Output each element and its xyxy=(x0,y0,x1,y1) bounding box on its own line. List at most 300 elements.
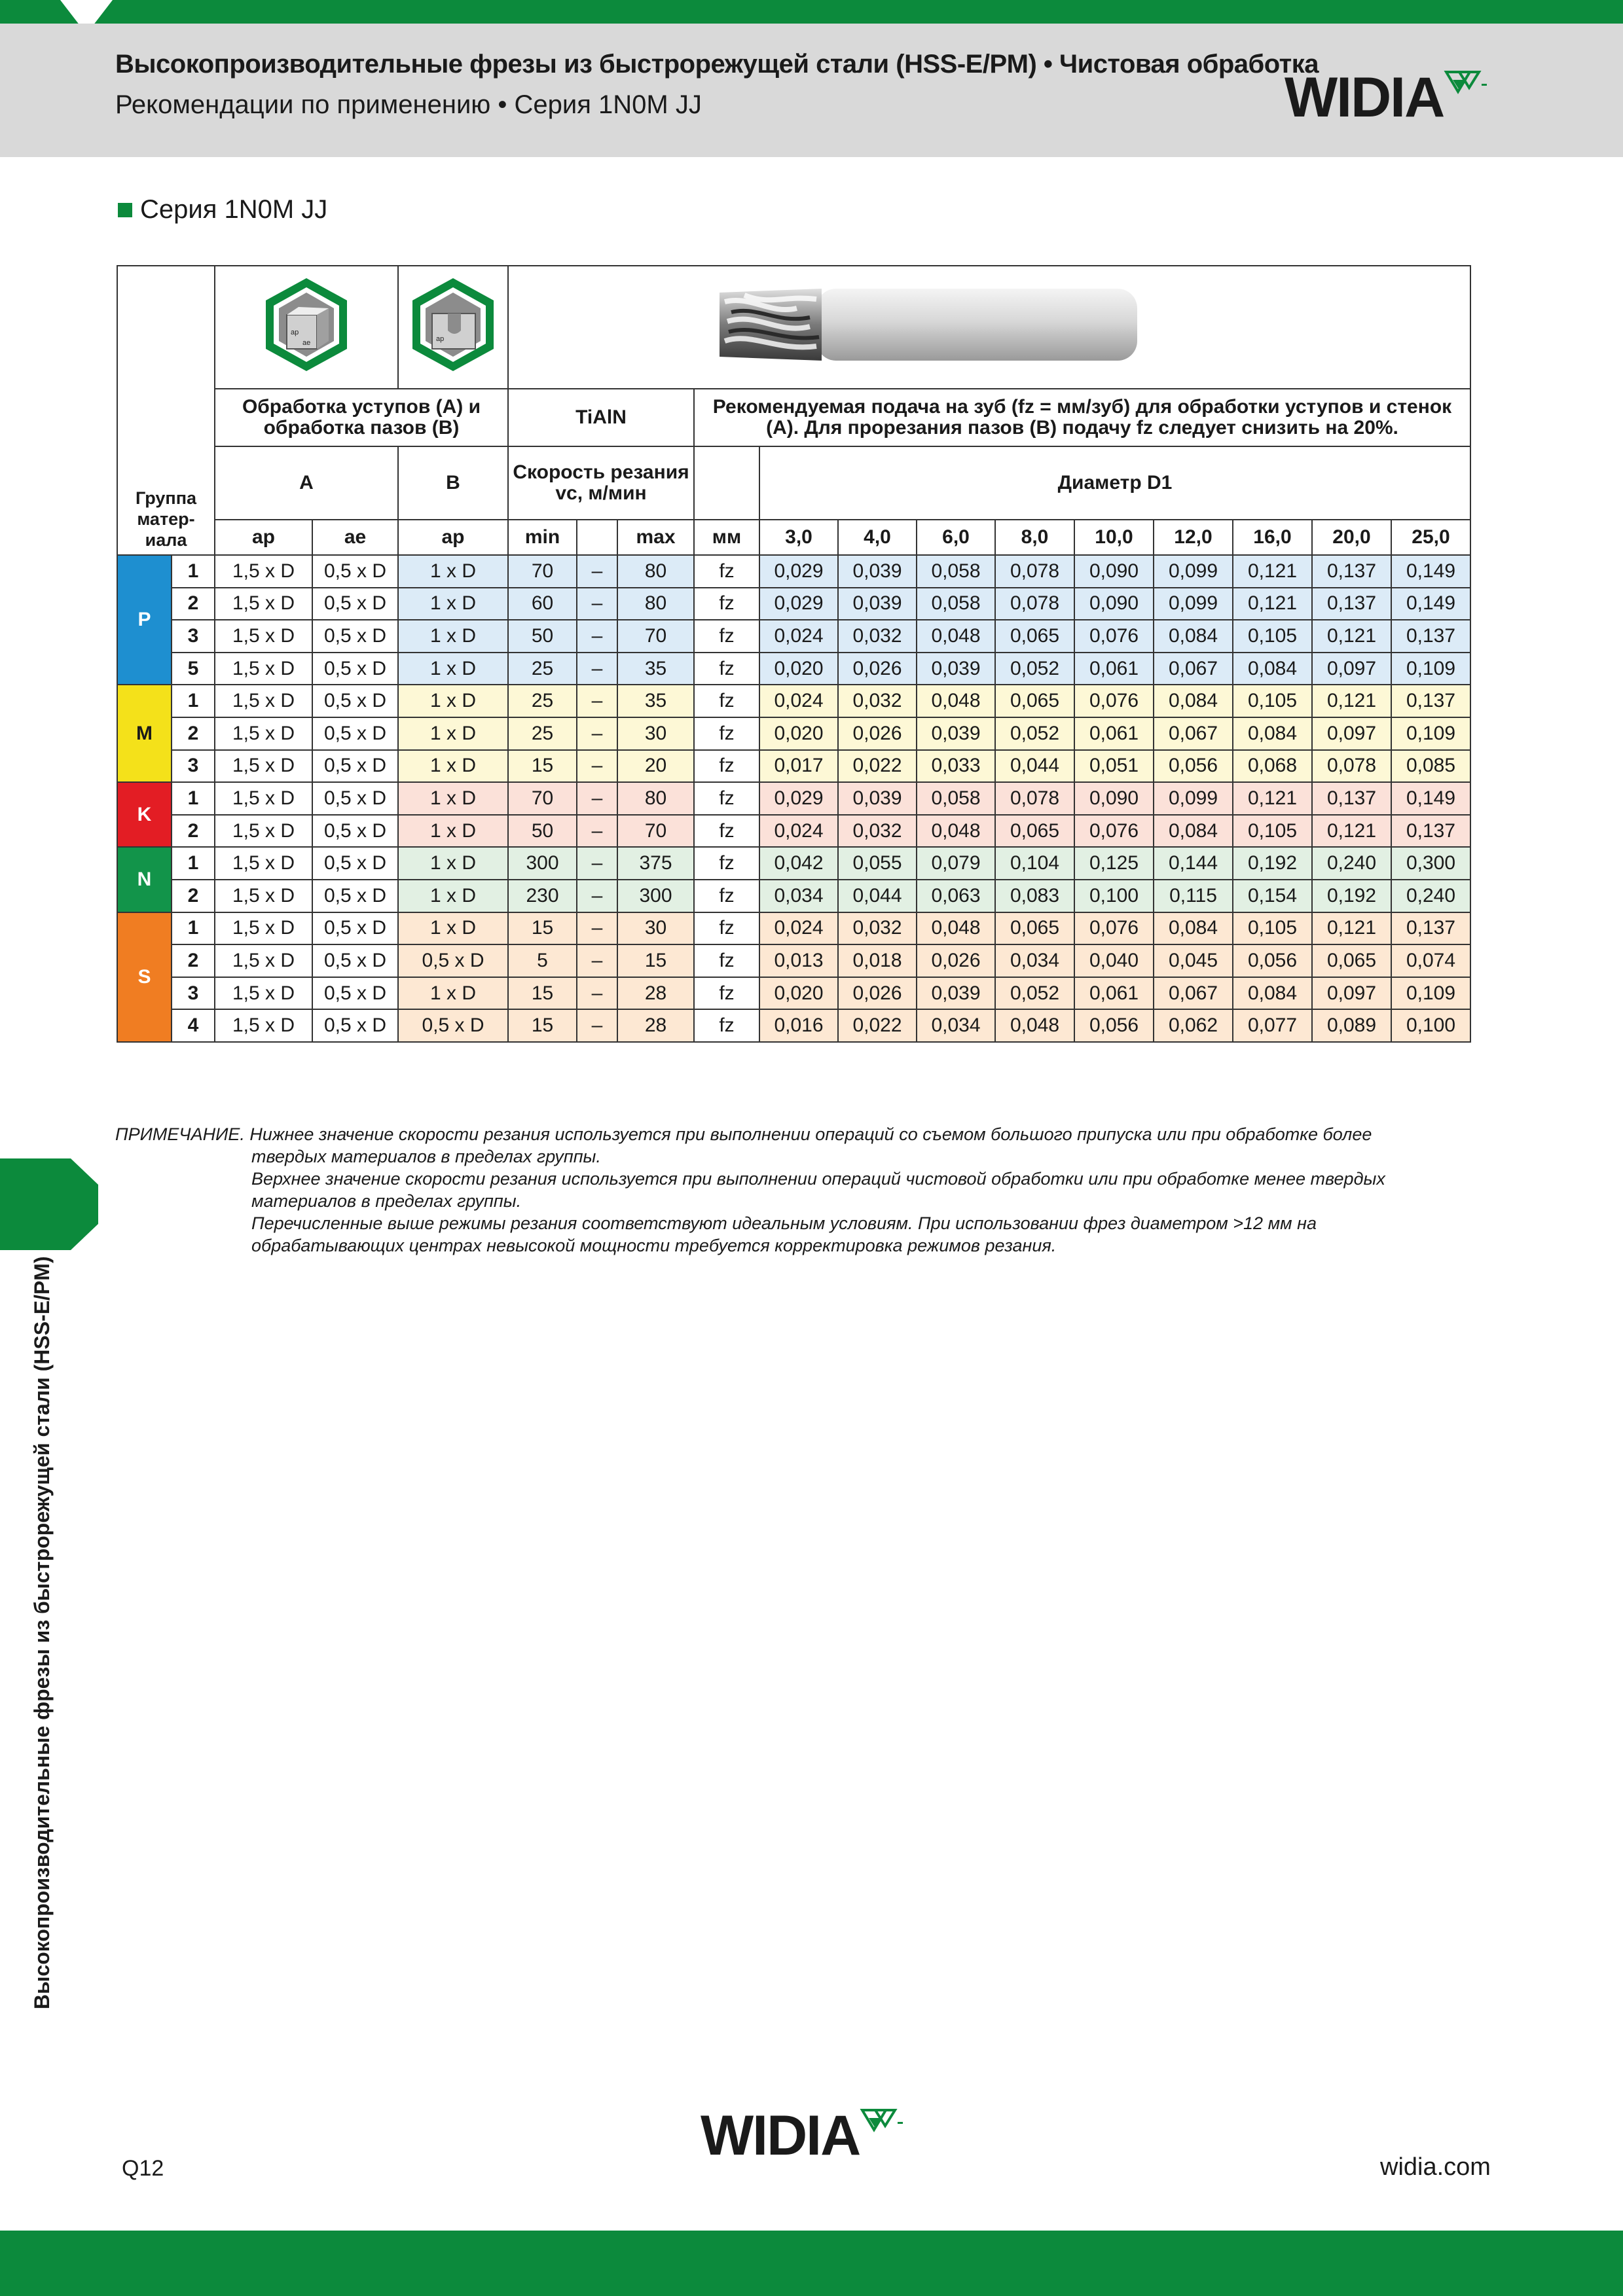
footnote-line: твердых материалов в пределах группы. xyxy=(251,1147,601,1166)
speed-dash: – xyxy=(577,685,617,717)
feed-value: 0,137 xyxy=(1312,782,1391,815)
table-row xyxy=(117,815,1470,848)
ap-a-value: 1,5 x D xyxy=(215,944,312,977)
unit-fz: fz xyxy=(694,717,759,750)
speed-min: 15 xyxy=(508,750,577,783)
feed-value: 0,056 xyxy=(1074,1009,1154,1042)
section-title-text: Серия 1N0M JJ xyxy=(140,195,328,224)
feed-value: 0,034 xyxy=(917,1009,995,1042)
ap-a-value: 1,5 x D xyxy=(215,685,312,717)
unit-fz: fz xyxy=(694,685,759,717)
speed-max: 375 xyxy=(617,847,694,880)
unit-header: мм xyxy=(694,520,759,555)
feed-value: 0,067 xyxy=(1154,717,1233,750)
side-chapter-tab xyxy=(0,1158,98,1250)
svg-text:ap: ap xyxy=(291,329,299,336)
speed-max: 80 xyxy=(617,588,694,620)
table-row xyxy=(117,685,1470,717)
material-group-s: S xyxy=(117,912,172,1042)
ae-value: 0,5 x D xyxy=(312,815,398,848)
feed-value: 0,149 xyxy=(1391,588,1470,620)
feed-value: 0,024 xyxy=(759,685,838,717)
side-chapter-label: Высокопроизводительные фрезы из быстрорежущей стали (HSS-E/PM) xyxy=(30,1256,54,2009)
feed-value: 0,016 xyxy=(759,1009,838,1042)
feed-value: 0,029 xyxy=(759,782,838,815)
feed-value: 0,084 xyxy=(1154,685,1233,717)
feed-value: 0,033 xyxy=(917,750,995,783)
label-b: B xyxy=(398,446,508,520)
material-group-header xyxy=(117,266,215,555)
speed-max: 20 xyxy=(617,750,694,783)
feed-value: 0,039 xyxy=(917,717,995,750)
table-row xyxy=(117,555,1470,588)
feed-value: 0,109 xyxy=(1391,977,1470,1010)
diameter-column-header: 12,0 xyxy=(1154,520,1233,555)
speed-max: 35 xyxy=(617,685,694,717)
ap-b-value: 1 x D xyxy=(398,977,508,1010)
feed-value: 0,121 xyxy=(1233,588,1312,620)
slot-icon-cell xyxy=(398,266,508,389)
speed-dash: – xyxy=(577,555,617,588)
subgroup-number: 1 xyxy=(172,555,215,588)
subgroup-number: 1 xyxy=(172,685,215,717)
feed-value: 0,067 xyxy=(1154,653,1233,685)
feed-value: 0,024 xyxy=(759,912,838,945)
feed-value: 0,089 xyxy=(1312,1009,1391,1042)
feed-value: 0,240 xyxy=(1312,847,1391,880)
feed-value: 0,137 xyxy=(1312,588,1391,620)
widia-logo-footer xyxy=(701,2104,905,2167)
feed-value: 0,024 xyxy=(759,620,838,653)
feed-value: 0,121 xyxy=(1233,782,1312,815)
ap-a-value: 1,5 x D xyxy=(215,717,312,750)
ae-value: 0,5 x D xyxy=(312,1009,398,1042)
table-row xyxy=(117,782,1470,815)
feed-value: 0,029 xyxy=(759,555,838,588)
feed-value: 0,048 xyxy=(917,912,995,945)
feed-value: 0,085 xyxy=(1391,750,1470,783)
speed-max: 28 xyxy=(617,1009,694,1042)
speed-min: 50 xyxy=(508,620,577,653)
speed-max: 70 xyxy=(617,815,694,848)
ap-b-value: 1 x D xyxy=(398,912,508,945)
unit-fz: fz xyxy=(694,912,759,945)
subgroup-number: 3 xyxy=(172,977,215,1010)
feed-value: 0,090 xyxy=(1074,782,1154,815)
speed-min: 70 xyxy=(508,782,577,815)
feed-value: 0,045 xyxy=(1154,944,1233,977)
ae-value: 0,5 x D xyxy=(312,912,398,945)
ae-value: 0,5 x D xyxy=(312,750,398,783)
blank-unit-header xyxy=(694,446,759,520)
subgroup-number: 1 xyxy=(172,847,215,880)
speed-max: 28 xyxy=(617,977,694,1010)
ap-b-value: 1 x D xyxy=(398,847,508,880)
unit-fz: fz xyxy=(694,1009,759,1042)
feed-value: 0,017 xyxy=(759,750,838,783)
feed-value: 0,076 xyxy=(1074,815,1154,848)
ap-b-value: 1 x D xyxy=(398,815,508,848)
feed-value: 0,048 xyxy=(917,620,995,653)
feed-value: 0,062 xyxy=(1154,1009,1233,1042)
speed-dash: – xyxy=(577,782,617,815)
feed-value: 0,109 xyxy=(1391,717,1470,750)
feed-value: 0,044 xyxy=(838,880,917,912)
subgroup-number: 3 xyxy=(172,750,215,783)
speed-min: 25 xyxy=(508,717,577,750)
ap-a-value: 1,5 x D xyxy=(215,750,312,783)
feed-value: 0,058 xyxy=(917,555,995,588)
ap-b-value: 0,5 x D xyxy=(398,1009,508,1042)
feed-value: 0,067 xyxy=(1154,977,1233,1010)
speed-dash: – xyxy=(577,588,617,620)
feed-value: 0,149 xyxy=(1391,782,1470,815)
subgroup-number: 3 xyxy=(172,620,215,653)
ap-a-value: 1,5 x D xyxy=(215,880,312,912)
ap-a-value: 1,5 x D xyxy=(215,588,312,620)
feed-value: 0,137 xyxy=(1391,685,1470,717)
ap-b-header: ap xyxy=(398,520,508,555)
feed-value: 0,020 xyxy=(759,653,838,685)
table-row xyxy=(117,750,1470,783)
footnote-line: Верхнее значение скорости резания используется при выполнении операций чистовой обработки или при обработке менее твердых xyxy=(251,1169,1385,1189)
feed-value: 0,137 xyxy=(1391,815,1470,848)
speed-dash: – xyxy=(577,944,617,977)
feed-value: 0,065 xyxy=(995,912,1074,945)
ap-a-value: 1,5 x D xyxy=(215,815,312,848)
page-subtitle: Рекомендации по применению • Серия 1N0M JJ xyxy=(115,90,702,119)
bottom-green-bar xyxy=(0,2231,1623,2296)
dash-header xyxy=(577,520,617,555)
feed-value: 0,099 xyxy=(1154,782,1233,815)
table-row xyxy=(117,847,1470,880)
ae-value: 0,5 x D xyxy=(312,588,398,620)
ae-value: 0,5 x D xyxy=(312,847,398,880)
speed-min: 50 xyxy=(508,815,577,848)
diameter-header: Диаметр D1 xyxy=(759,446,1470,520)
feed-value: 0,018 xyxy=(838,944,917,977)
speed-header: Скорость резания vc, м/мин xyxy=(508,446,694,520)
speed-min: 300 xyxy=(508,847,577,880)
ap-b-value: 1 x D xyxy=(398,782,508,815)
ae-value: 0,5 x D xyxy=(312,685,398,717)
feed-value: 0,061 xyxy=(1074,653,1154,685)
feed-value: 0,044 xyxy=(995,750,1074,783)
speed-max: 30 xyxy=(617,717,694,750)
feed-value: 0,029 xyxy=(759,588,838,620)
feed-value: 0,032 xyxy=(838,815,917,848)
svg-text:ap: ap xyxy=(436,335,445,343)
feed-value: 0,065 xyxy=(995,815,1074,848)
website-link[interactable]: widia.com xyxy=(1380,2153,1491,2181)
speed-min: 60 xyxy=(508,588,577,620)
label-a: A xyxy=(215,446,398,520)
speed-min: 25 xyxy=(508,685,577,717)
speed-max: 80 xyxy=(617,782,694,815)
feed-value: 0,105 xyxy=(1233,815,1312,848)
feed-value: 0,137 xyxy=(1391,912,1470,945)
table-row xyxy=(117,620,1470,653)
feed-value: 0,048 xyxy=(917,815,995,848)
feed-value: 0,061 xyxy=(1074,717,1154,750)
table-row xyxy=(117,588,1470,620)
subgroup-number: 4 xyxy=(172,1009,215,1042)
speed-dash: – xyxy=(577,1009,617,1042)
feed-value: 0,144 xyxy=(1154,847,1233,880)
feed-value: 0,099 xyxy=(1154,555,1233,588)
feed-value: 0,052 xyxy=(995,717,1074,750)
speed-max: 15 xyxy=(617,944,694,977)
feed-value: 0,076 xyxy=(1074,685,1154,717)
unit-fz: fz xyxy=(694,653,759,685)
material-group-m: M xyxy=(117,685,172,782)
widia-logo-header xyxy=(1285,66,1489,129)
widia-triangle-icon xyxy=(860,2108,905,2140)
feed-value: 0,083 xyxy=(995,880,1074,912)
ae-value: 0,5 x D xyxy=(312,977,398,1010)
feed-value: 0,065 xyxy=(995,685,1074,717)
feed-value: 0,100 xyxy=(1074,880,1154,912)
feed-value: 0,240 xyxy=(1391,880,1470,912)
feed-value: 0,149 xyxy=(1391,555,1470,588)
diameter-column-header: 6,0 xyxy=(917,520,995,555)
unit-fz: fz xyxy=(694,750,759,783)
feed-value: 0,076 xyxy=(1074,620,1154,653)
subgroup-number: 5 xyxy=(172,653,215,685)
page-title: Высокопроизводительные фрезы из быстрорежущей стали (HSS-E/PM) • Чистовая обработка xyxy=(115,50,1319,79)
ap-b-value: 0,5 x D xyxy=(398,944,508,977)
feed-value: 0,078 xyxy=(995,588,1074,620)
feed-value: 0,084 xyxy=(1233,717,1312,750)
feed-value: 0,039 xyxy=(838,555,917,588)
speed-dash: – xyxy=(577,653,617,685)
feed-value: 0,084 xyxy=(1154,912,1233,945)
feed-value: 0,078 xyxy=(995,555,1074,588)
ap-a-value: 1,5 x D xyxy=(215,912,312,945)
table-row xyxy=(117,912,1470,945)
subgroup-number: 2 xyxy=(172,880,215,912)
end-mill-image xyxy=(509,269,1425,380)
ae-header: ae xyxy=(312,520,398,555)
ae-value: 0,5 x D xyxy=(312,620,398,653)
ap-a-value: 1,5 x D xyxy=(215,620,312,653)
footnote xyxy=(115,1123,1477,1257)
cutting-data-table xyxy=(117,265,1471,1043)
unit-fz: fz xyxy=(694,620,759,653)
speed-min: 230 xyxy=(508,880,577,912)
feed-value: 0,051 xyxy=(1074,750,1154,783)
speed-dash: – xyxy=(577,847,617,880)
feed-value: 0,026 xyxy=(838,717,917,750)
feed-value: 0,076 xyxy=(1074,912,1154,945)
ap-a-header: ap xyxy=(215,520,312,555)
shoulder-milling-icon xyxy=(261,276,352,374)
feed-value: 0,056 xyxy=(1233,944,1312,977)
feed-value: 0,026 xyxy=(838,653,917,685)
ap-a-value: 1,5 x D xyxy=(215,653,312,685)
feed-value: 0,065 xyxy=(1312,944,1391,977)
feed-value: 0,032 xyxy=(838,912,917,945)
sub-header-row xyxy=(117,520,1470,555)
feed-value: 0,055 xyxy=(838,847,917,880)
feed-value: 0,042 xyxy=(759,847,838,880)
feed-value: 0,300 xyxy=(1391,847,1470,880)
table-row xyxy=(117,944,1470,977)
feed-value: 0,039 xyxy=(917,653,995,685)
footnote-line: Перечисленные выше режимы резания соответствуют идеальным условиям. При использовании фрез диаметром >12 мм на xyxy=(251,1213,1317,1233)
footnote-line: ПРИМЕЧАНИЕ. Нижнее значение скорости резания используется при выполнении операций со съемом большого припуска или при обработке более xyxy=(115,1124,1372,1144)
subgroup-number: 2 xyxy=(172,717,215,750)
slot-milling-icon xyxy=(407,276,499,374)
feed-value: 0,121 xyxy=(1233,555,1312,588)
feed-value: 0,100 xyxy=(1391,1009,1470,1042)
ap-a-value: 1,5 x D xyxy=(215,977,312,1010)
speed-min: 15 xyxy=(508,912,577,945)
unit-fz: fz xyxy=(694,847,759,880)
ae-value: 0,5 x D xyxy=(312,782,398,815)
feed-value: 0,034 xyxy=(995,944,1074,977)
diameter-column-header: 16,0 xyxy=(1233,520,1312,555)
max-header: max xyxy=(617,520,694,555)
feed-value: 0,022 xyxy=(838,750,917,783)
unit-fz: fz xyxy=(694,782,759,815)
feed-value: 0,097 xyxy=(1312,977,1391,1010)
top-green-bar xyxy=(0,0,1623,24)
material-group-p: P xyxy=(117,555,172,685)
shoulder-icon-cell xyxy=(215,266,398,389)
feed-value: 0,039 xyxy=(838,588,917,620)
speed-dash: – xyxy=(577,620,617,653)
section-title xyxy=(118,195,327,224)
speed-dash: – xyxy=(577,880,617,912)
feed-value: 0,078 xyxy=(1312,750,1391,783)
feed-value: 0,061 xyxy=(1074,977,1154,1010)
feed-value: 0,040 xyxy=(1074,944,1154,977)
speed-min: 5 xyxy=(508,944,577,977)
table-row xyxy=(117,1009,1470,1042)
material-group-label: Группа матер-иала xyxy=(135,488,197,550)
unit-fz: fz xyxy=(694,977,759,1010)
feed-value: 0,105 xyxy=(1233,685,1312,717)
feed-value: 0,032 xyxy=(838,620,917,653)
speed-min: 70 xyxy=(508,555,577,588)
subgroup-number: 2 xyxy=(172,815,215,848)
feed-value: 0,056 xyxy=(1154,750,1233,783)
ap-b-value: 1 x D xyxy=(398,717,508,750)
feed-value: 0,192 xyxy=(1312,880,1391,912)
feed-value: 0,125 xyxy=(1074,847,1154,880)
feed-value: 0,026 xyxy=(838,977,917,1010)
unit-fz: fz xyxy=(694,944,759,977)
subgroup-number: 2 xyxy=(172,588,215,620)
speed-max: 30 xyxy=(617,912,694,945)
feed-value: 0,105 xyxy=(1233,912,1312,945)
feed-value: 0,063 xyxy=(917,880,995,912)
coating-header: TiAlN xyxy=(508,389,694,446)
speed-min: 15 xyxy=(508,977,577,1010)
feed-value: 0,039 xyxy=(838,782,917,815)
feed-value: 0,084 xyxy=(1154,620,1233,653)
footnote-line: материалов в пределах группы. xyxy=(251,1191,522,1211)
tool-image-cell xyxy=(508,266,1470,389)
ap-b-value: 1 x D xyxy=(398,750,508,783)
footnote-line: обрабатывающих центрах невысокой мощности требуется корректировка режимов резания. xyxy=(251,1236,1057,1255)
ap-b-value: 1 x D xyxy=(398,588,508,620)
unit-fz: fz xyxy=(694,555,759,588)
feed-value: 0,121 xyxy=(1312,912,1391,945)
ap-b-value: 1 x D xyxy=(398,685,508,717)
feed-value: 0,137 xyxy=(1391,620,1470,653)
svg-text:ae: ae xyxy=(302,339,311,347)
feed-value: 0,078 xyxy=(995,782,1074,815)
speed-max: 80 xyxy=(617,555,694,588)
table-row xyxy=(117,717,1470,750)
feed-value: 0,090 xyxy=(1074,555,1154,588)
ap-a-value: 1,5 x D xyxy=(215,847,312,880)
feed-value: 0,065 xyxy=(995,620,1074,653)
diameter-column-header: 3,0 xyxy=(759,520,838,555)
feed-value: 0,013 xyxy=(759,944,838,977)
feed-value: 0,048 xyxy=(995,1009,1074,1042)
diameter-column-header: 8,0 xyxy=(995,520,1074,555)
feed-value: 0,097 xyxy=(1312,653,1391,685)
unit-fz: fz xyxy=(694,815,759,848)
feed-value: 0,068 xyxy=(1233,750,1312,783)
feed-value: 0,034 xyxy=(759,880,838,912)
ae-value: 0,5 x D xyxy=(312,880,398,912)
speed-max: 35 xyxy=(617,653,694,685)
ap-a-value: 1,5 x D xyxy=(215,782,312,815)
speed-dash: – xyxy=(577,750,617,783)
feed-value: 0,192 xyxy=(1233,847,1312,880)
ap-a-value: 1,5 x D xyxy=(215,1009,312,1042)
feed-value: 0,052 xyxy=(995,653,1074,685)
speed-max: 70 xyxy=(617,620,694,653)
feed-value: 0,115 xyxy=(1154,880,1233,912)
feed-value: 0,058 xyxy=(917,588,995,620)
ap-b-value: 1 x D xyxy=(398,880,508,912)
feed-value: 0,099 xyxy=(1154,588,1233,620)
ap-b-value: 1 x D xyxy=(398,620,508,653)
unit-fz: fz xyxy=(694,880,759,912)
feed-value: 0,109 xyxy=(1391,653,1470,685)
widia-triangle-icon xyxy=(1444,69,1489,102)
speed-dash: – xyxy=(577,815,617,848)
table-row xyxy=(117,653,1470,685)
diameter-column-header: 20,0 xyxy=(1312,520,1391,555)
feed-value: 0,077 xyxy=(1233,1009,1312,1042)
speed-dash: – xyxy=(577,717,617,750)
ap-b-value: 1 x D xyxy=(398,555,508,588)
feed-value: 0,090 xyxy=(1074,588,1154,620)
feed-value: 0,020 xyxy=(759,977,838,1010)
diameter-column-header: 10,0 xyxy=(1074,520,1154,555)
speed-min: 25 xyxy=(508,653,577,685)
feed-value: 0,058 xyxy=(917,782,995,815)
subgroup-number: 2 xyxy=(172,944,215,977)
feed-value: 0,104 xyxy=(995,847,1074,880)
feed-value: 0,048 xyxy=(917,685,995,717)
ae-value: 0,5 x D xyxy=(312,944,398,977)
material-group-n: N xyxy=(117,847,172,912)
speed-dash: – xyxy=(577,912,617,945)
feed-value: 0,026 xyxy=(917,944,995,977)
feed-value: 0,154 xyxy=(1233,880,1312,912)
section-marker-icon xyxy=(118,203,132,217)
processing-header: Обработка уступов (A) и обработка пазов (B) xyxy=(215,389,508,446)
feed-value: 0,121 xyxy=(1312,685,1391,717)
min-header: min xyxy=(508,520,577,555)
